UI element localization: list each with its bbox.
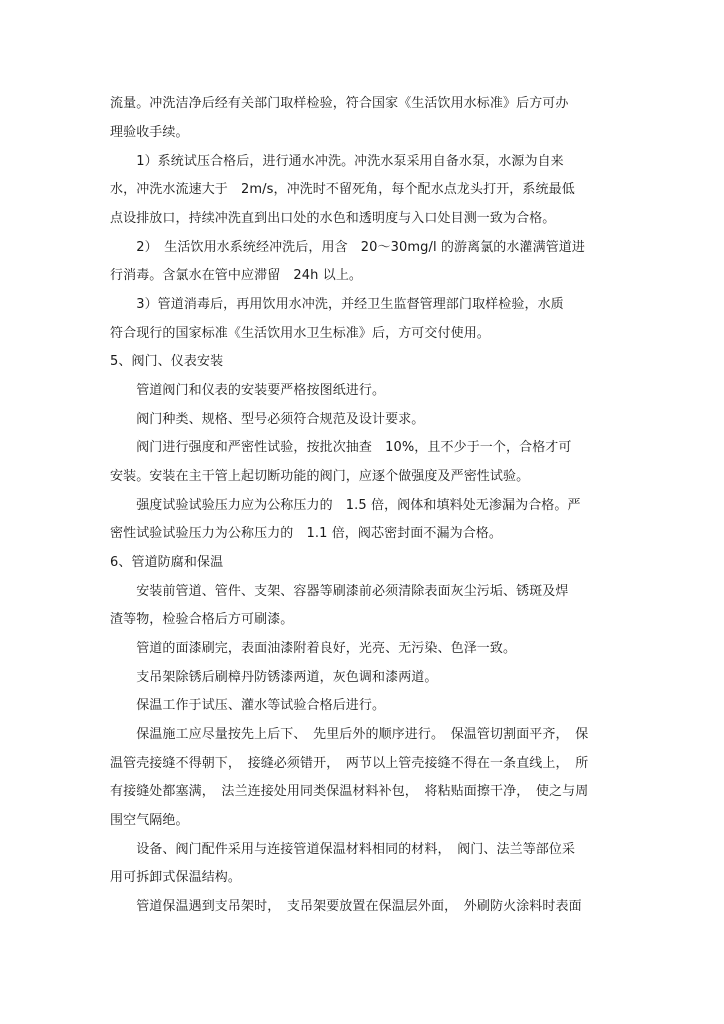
text-line: 安装。安装在主干管上起切断功能的阀门，应逐个做强度及严密性试验。 <box>110 469 530 484</box>
text-line: 符合现行的国家标准《生活饮用水卫生标准》后，方可交付使用。 <box>110 326 490 341</box>
text-line: 用可拆卸式保温结构。 <box>110 870 242 885</box>
section-heading-valves: 5、阀门、仪表安装 <box>110 354 224 369</box>
text-line: 水，冲洗水流速大于 2m/s，冲洗时不留死角，每个配水点龙头打开，系统最低 <box>110 182 575 197</box>
text-line: 1）系统试压合格后，进行通水冲洗。冲洗水泵采用自备水泵，水源为自来 <box>110 154 564 169</box>
text-line: 温管壳接缝不得朝下， 接缝必须错开， 两节以上管壳接缝不得在一条直线上， 所 <box>110 756 589 771</box>
text-line: 理验收手续。 <box>110 125 189 140</box>
text-line: 2） 生活饮用水系统经冲洗后，用含 20～30mg/l 的游离氯的水灌满管道进 <box>110 240 585 255</box>
section-heading-anticorrosion: 6、管道防腐和保温 <box>110 555 224 570</box>
text-line: 管道的面漆刷完，表面油漆附着良好，光亮、无污染、色泽一致。 <box>110 641 517 656</box>
text-line: 保温工作于试压、灌水等试验合格后进行。 <box>110 698 386 713</box>
text-line: 保温施工应尽量按先上后下、 先里后外的顺序进行。 保温管切割面平齐， 保 <box>110 727 589 742</box>
text-line: 围空气隔绝。 <box>110 813 189 828</box>
text-line: 密性试验试验压力为公称压力的 1.1 倍，阀芯密封面不漏为合格。 <box>110 526 503 541</box>
text-line: 设备、阀门配件采用与连接管道保温材料相同的材料， 阀门、法兰等部位采 <box>110 842 576 857</box>
text-line: 安装前管道、管件、支架、容器等刷漆前必须清除表面灰尘污垢、锈斑及焊 <box>110 584 569 599</box>
text-line: 3）管道消毒后，再用饮用水冲洗，并经卫生监督管理部门取样检验，水质 <box>110 297 564 312</box>
text-line: 强度试验试验压力应为公称压力的 1.5 倍，阀体和填料处无渗漏为合格。严 <box>110 498 581 513</box>
text-line: 行消毒。含氯水在管中应滞留 24h 以上。 <box>110 268 363 283</box>
text-line: 点设排放口，持续冲洗直到出口处的水色和透明度与入口处目测一致为合格。 <box>110 211 556 226</box>
text-line: 渣等物，检验合格后方可刷漆。 <box>110 612 294 627</box>
text-line: 阀门进行强度和严密性试验，按批次抽查 10%，且不少于一个，合格才可 <box>110 440 572 455</box>
text-line: 管道阀门和仪表的安装要严格按图纸进行。 <box>110 383 386 398</box>
text-line: 有接缝处都塞满， 法兰连接处用同类保温材料补包， 将粘贴面擦干净， 使之与周 <box>110 784 589 799</box>
text-line: 流量。冲洗洁净后经有关部门取样检验，符合国家《生活饮用水标准》后方可办 <box>110 96 569 111</box>
text-line: 管道保温遇到支吊架时， 支吊架要放置在保温层外面， 外刷防火涂料时表面 <box>110 899 582 914</box>
text-line: 支吊架除锈后刷樟丹防锈漆两道，灰色调和漆两道。 <box>110 670 438 685</box>
text-line: 阀门种类、规格、型号必须符合规范及设计要求。 <box>110 412 425 427</box>
